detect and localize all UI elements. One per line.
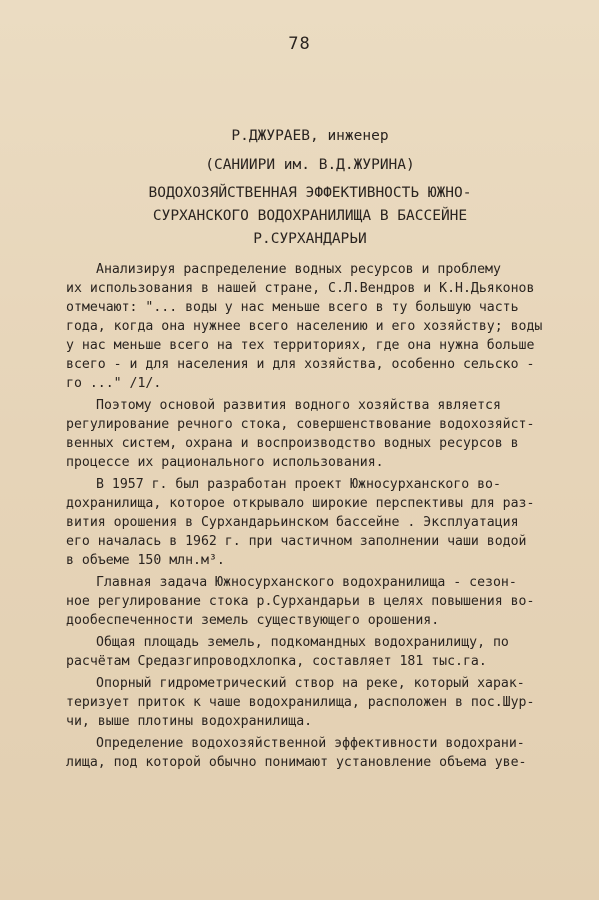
text-line: Поэтому основой развития водного хозяйства является: [96, 398, 501, 413]
text-line: его началась в 1962 г. при частичном заполнении чаши водой: [66, 534, 527, 549]
article-header: [60, 124, 560, 251]
paragraph-6: [66, 674, 566, 731]
text-line: их использования в нашей стране, С.Л.Вендров и К.Н.Дьяконов: [66, 281, 535, 296]
text-line: Определение водохозяйственной эффективности водохрани-: [96, 736, 525, 751]
author-line: Р.ДЖУРАЕВ, инженер: [231, 128, 389, 144]
text-line: года, когда она нужнее всего населению и его хозяйству; воды: [66, 319, 543, 334]
text-line: дохранилища, которое открывало широкие перспективы для раз-: [66, 496, 535, 511]
text-line: Главная задача Южносурханского водохранилища - сезон-: [96, 575, 517, 590]
paragraph-1: [66, 260, 566, 393]
paragraph-2: [66, 396, 566, 472]
title-line-1: ВОДОХОЗЯЙСТВЕННАЯ ЭФФЕКТИВНОСТЬ ЮЖНО-: [148, 185, 472, 201]
affiliation-line: (САНИИРИ им. В.Д.ЖУРИНА): [205, 157, 415, 173]
title-line-2: СУРХАНСКОГО ВОДОХРАНИЛИЩА В БАССЕЙНЕ: [152, 208, 468, 224]
title-line-3: Р.СУРХАНДАРЬИ: [253, 231, 367, 247]
paragraph-3: [66, 475, 566, 570]
text-line: процессе их рационального использования.: [66, 455, 384, 470]
text-line: Общая площадь земель, подкомандных водохранилищу, по: [96, 635, 509, 650]
text-line: теризует приток к чаше водохранилища, расположен в пос.Шур-: [66, 695, 535, 710]
text-line: в объеме 150 млн.м³.: [66, 553, 225, 568]
text-line: регулирование речного стока, совершенствование водохозяйст-: [66, 417, 535, 432]
text-line: расчётам Средазгипроводхлопка, составляет 181 тыс.га.: [66, 654, 487, 669]
text-line: у нас меньше всего на тех территориях, где она нужна больше: [66, 338, 535, 353]
text-line: лища, под которой обычно понимают установление объема уве-: [66, 755, 527, 770]
text-line: дообеспеченности земель существующего орошения.: [66, 613, 440, 628]
text-line: венных систем, охрана и воспроизводство водных ресурсов в: [66, 436, 519, 451]
text-line: ное регулирование стока р.Сурхандарьи в целях повышения во-: [66, 594, 535, 609]
text-line: Анализируя распределение водных ресурсов и проблему: [96, 262, 501, 277]
text-line: вития орошения в Сурхандарьинском бассейне . Эксплуатация: [66, 515, 519, 530]
text-line: отмечают: "... воды у нас меньше всего в ту большую часть: [66, 300, 519, 315]
text-line: Опорный гидрометрический створ на реке, который харак-: [96, 676, 525, 691]
page-number: 78: [288, 34, 311, 54]
paragraph-5: [66, 633, 566, 671]
paragraph-4: [66, 573, 566, 630]
text-line: чи, выше плотины водохранилища.: [66, 714, 313, 729]
text-line: В 1957 г. был разработан проект Южносурханского во-: [96, 477, 501, 492]
article-body: [66, 260, 566, 772]
text-line: всего - и для населения и для хозяйства, особенно сельско -: [66, 357, 535, 372]
text-line: го ..." /1/.: [66, 376, 162, 391]
paragraph-7: [66, 734, 566, 772]
